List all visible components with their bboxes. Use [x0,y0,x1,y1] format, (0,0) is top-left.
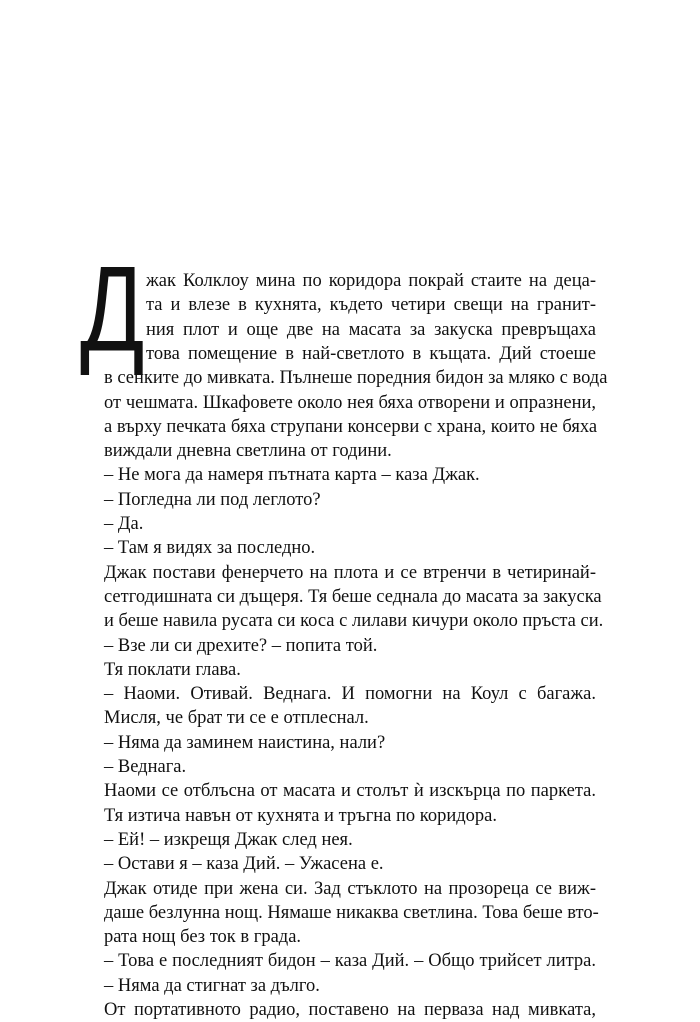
text-line: от чешмата. Шкафовете около нея бяха отворени и опразнени, [104,392,596,413]
drop-cap: Д [80,241,145,377]
text-line: От портативното радио, поставено на перваза над мивката, [104,1000,596,1020]
text-line: та и влезе в кухнята, където четири свещи на гранит- [146,295,596,316]
text-line: Тя изтича навън от кухнята и тръгна по коридора. [104,805,497,826]
text-line: а върху печката бяха струпани консерви с храна, които не бяха [104,416,598,437]
text-line: даше безлунна нощ. Нямаше никаква светлина. Това беше вто- [104,902,599,923]
text-line: – Да. [104,514,144,534]
text-line: – Веднага. [104,757,187,777]
text-line: в сенките до мивката. Пълнеше поредния бидон за мляко с вода [104,368,608,389]
text-line: – Това е последният бидон – каза Дий. – Общо трийсет литра. [104,951,596,972]
text-line: – Остави я – каза Дий. – Ужасена е. [104,854,384,875]
text-line: – Наоми. Отивай. Веднага. И помогни на Коул с багажа. [104,684,596,705]
text-line: – Не мога да намеря пътната карта – каза Джак. [104,465,480,486]
text-line: жак Колклоу мина по коридора покрай стаите на деца- [146,271,596,291]
text-line: – Ей! – изкрещя Джак след нея. [104,829,353,850]
text-line: – Няма да заминем наистина, нали? [104,732,386,753]
text-line: това помещение в най-светлото в къщата. Дий стоеше [146,343,596,364]
text-line: – Там я видях за последно. [104,538,316,559]
text-line: Тя поклати глава. [104,659,241,680]
text-line: – Няма да стигнат за дълго. [104,975,320,996]
text-line: – Взе ли си дрехите? – попита той. [104,635,378,656]
text-line: и беше навила русата си коса с лилави кичури около пръста си. [104,611,604,632]
text-line: Мисля, че брат ти се е отплеснал. [104,708,369,729]
text-line: – Погледна ли под леглото? [104,489,321,510]
text-line: виждали дневна светлина от години. [104,441,392,462]
text-line: ния плот и още две на масата за закуска превръщаха [146,319,596,340]
text-line: рата нощ без ток в града. [104,927,302,948]
text-line: Наоми се отблъсна от масата и столът ѝ изскърца по паркета. [104,781,596,802]
text-line: Джак постави фенерчето на плота и се втренчи в четиринай- [104,562,596,583]
text-line: сетгодишната си дъщеря. Тя беше седнала до масата за закуска [104,586,602,607]
text-line: Джак отиде при жена си. Зад стъклото на прозореца се виж- [104,878,596,899]
